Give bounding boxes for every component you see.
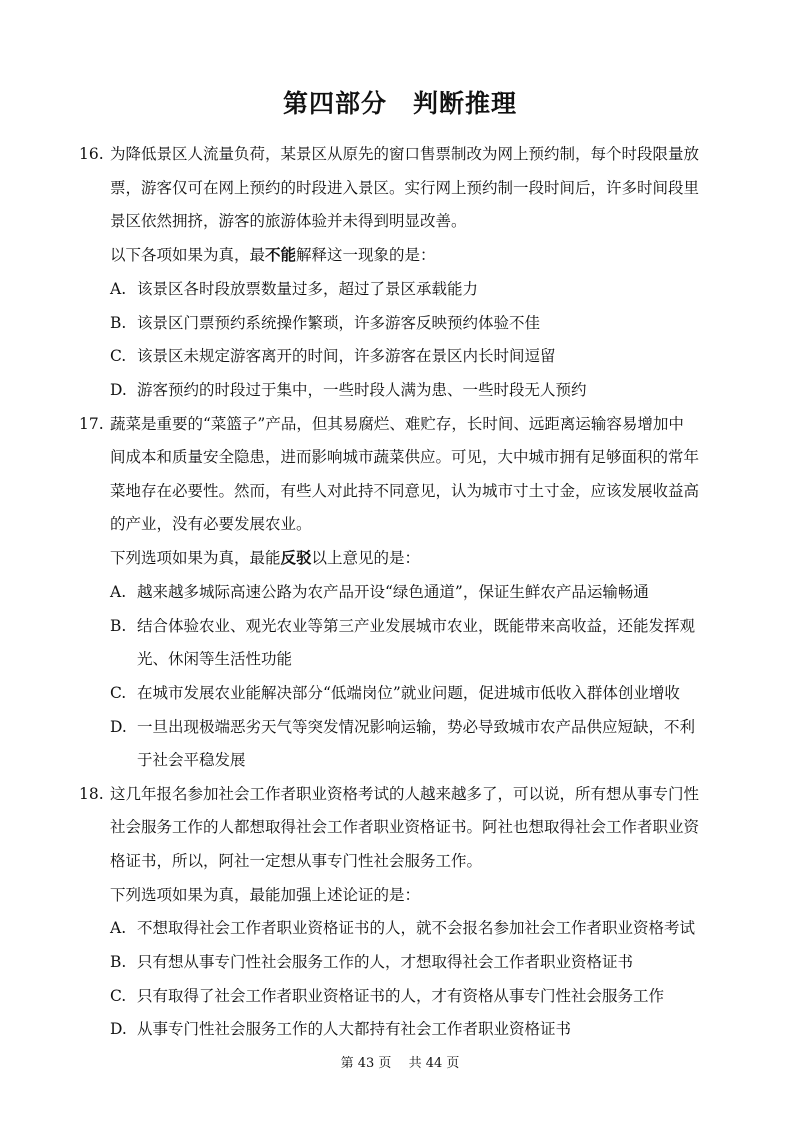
page-number: 第 43 页 共 44 页 [340,1056,460,1071]
option-d: 从事专门性社会服务工作的人大都持有社会工作者职业资格证书 [137,1020,572,1038]
question-text-line: 票，游客仅可在网上预约的时段进入景区。实行网上预约制一段时间后，许多时间段里 [110,179,700,197]
question-number: 16. [79,145,104,163]
option-label: D. [110,718,127,736]
question-text-line: 格证书，所以，阿社一定想从事专门性社会服务工作。 [110,852,483,870]
question-text-line: 为降低景区人流量负荷，某景区从原先的窗口售票制改为网上预约制，每个时段限量放 [110,145,700,163]
question-text-line: 菜地存在必要性。然而，有些人对此持不同意见，认为城市寸土寸金，应该发展收益高 [110,482,700,500]
option-b: 该景区门票预约系统操作繁琐，许多游客反映预约体验不佳 [137,314,541,332]
question-prompt: 下列选项如果为真，最能反驳以上意见的是： [110,549,421,567]
question-number: 17. [79,415,104,433]
option-label: D. [110,381,127,399]
option-b-continued: 光、休闲等生活性功能 [137,650,293,668]
option-label: B. [110,314,127,332]
question-text-line: 蔬菜是重要的“菜篮子”产品，但其易腐烂、难贮存，长时间、远距离运输容易增加中 [110,415,684,433]
emphasis-text: 不能 [265,246,297,264]
option-label: C. [110,684,127,702]
question-text-line: 的产业，没有必要发展农业。 [110,515,312,533]
option-label: C. [110,347,127,365]
question-number: 18. [79,785,104,803]
option-label: C. [110,987,127,1005]
option-label: B. [110,617,127,635]
option-a: 不想取得社会工作者职业资格证书的人，就不会报名参加社会工作者职业资格考试 [137,919,696,937]
option-label: A. [110,919,127,937]
section-title: 第四部分 判断推理 [282,89,517,118]
option-c: 在城市发展农业能解决部分“低端岗位”就业问题，促进城市低收入群体创业增收 [137,684,680,702]
question-text-line: 间成本和质量安全隐患，进而影响城市蔬菜供应。可见，大中城市拥有足够面积的常年 [110,448,700,466]
option-b: 结合体验农业、观光农业等第三产业发展城市农业，既能带来高收益，还能发挥观 [137,617,696,635]
question-text-line: 这几年报名参加社会工作者职业资格考试的人越来越多了，可以说，所有想从事专门性 [110,785,700,803]
emphasis-text: 反驳 [280,549,312,567]
question-text-line: 景区依然拥挤，游客的旅游体验并未得到明显改善。 [110,212,467,230]
option-b: 只有想从事专门性社会服务工作的人，才想取得社会工作者职业资格证书 [137,953,634,971]
question-prompt: 下列选项如果为真，最能加强上述论证的是： [110,886,421,904]
option-label: D. [110,1020,127,1038]
option-a: 越来越多城际高速公路为农产品开设“绿色通道”，保证生鲜农产品运输畅通 [137,583,649,601]
option-c: 只有取得了社会工作者职业资格证书的人，才有资格从事专门性社会服务工作 [137,987,665,1005]
option-label: B. [110,953,127,971]
option-d: 一旦出现极端恶劣天气等突发情况影响运输，势必导致城市农产品供应短缺，不利 [137,718,696,736]
option-d: 游客预约的时段过于集中，一些时段人满为患、一些时段无人预约 [137,381,587,399]
option-c: 该景区未规定游客离开的时间，许多游客在景区内长时间逗留 [137,347,556,365]
question-prompt: 以下各项如果为真，最不能解释这一现象的是： [110,246,436,264]
option-label: A. [110,583,127,601]
option-label: A. [110,280,127,298]
question-text-line: 社会服务工作的人都想取得社会工作者职业资格证书。阿社也想取得社会工作者职业资 [110,818,700,836]
option-a: 该景区各时段放票数量过多，超过了景区承载能力 [137,280,479,298]
option-d-continued: 于社会平稳发展 [137,751,246,769]
